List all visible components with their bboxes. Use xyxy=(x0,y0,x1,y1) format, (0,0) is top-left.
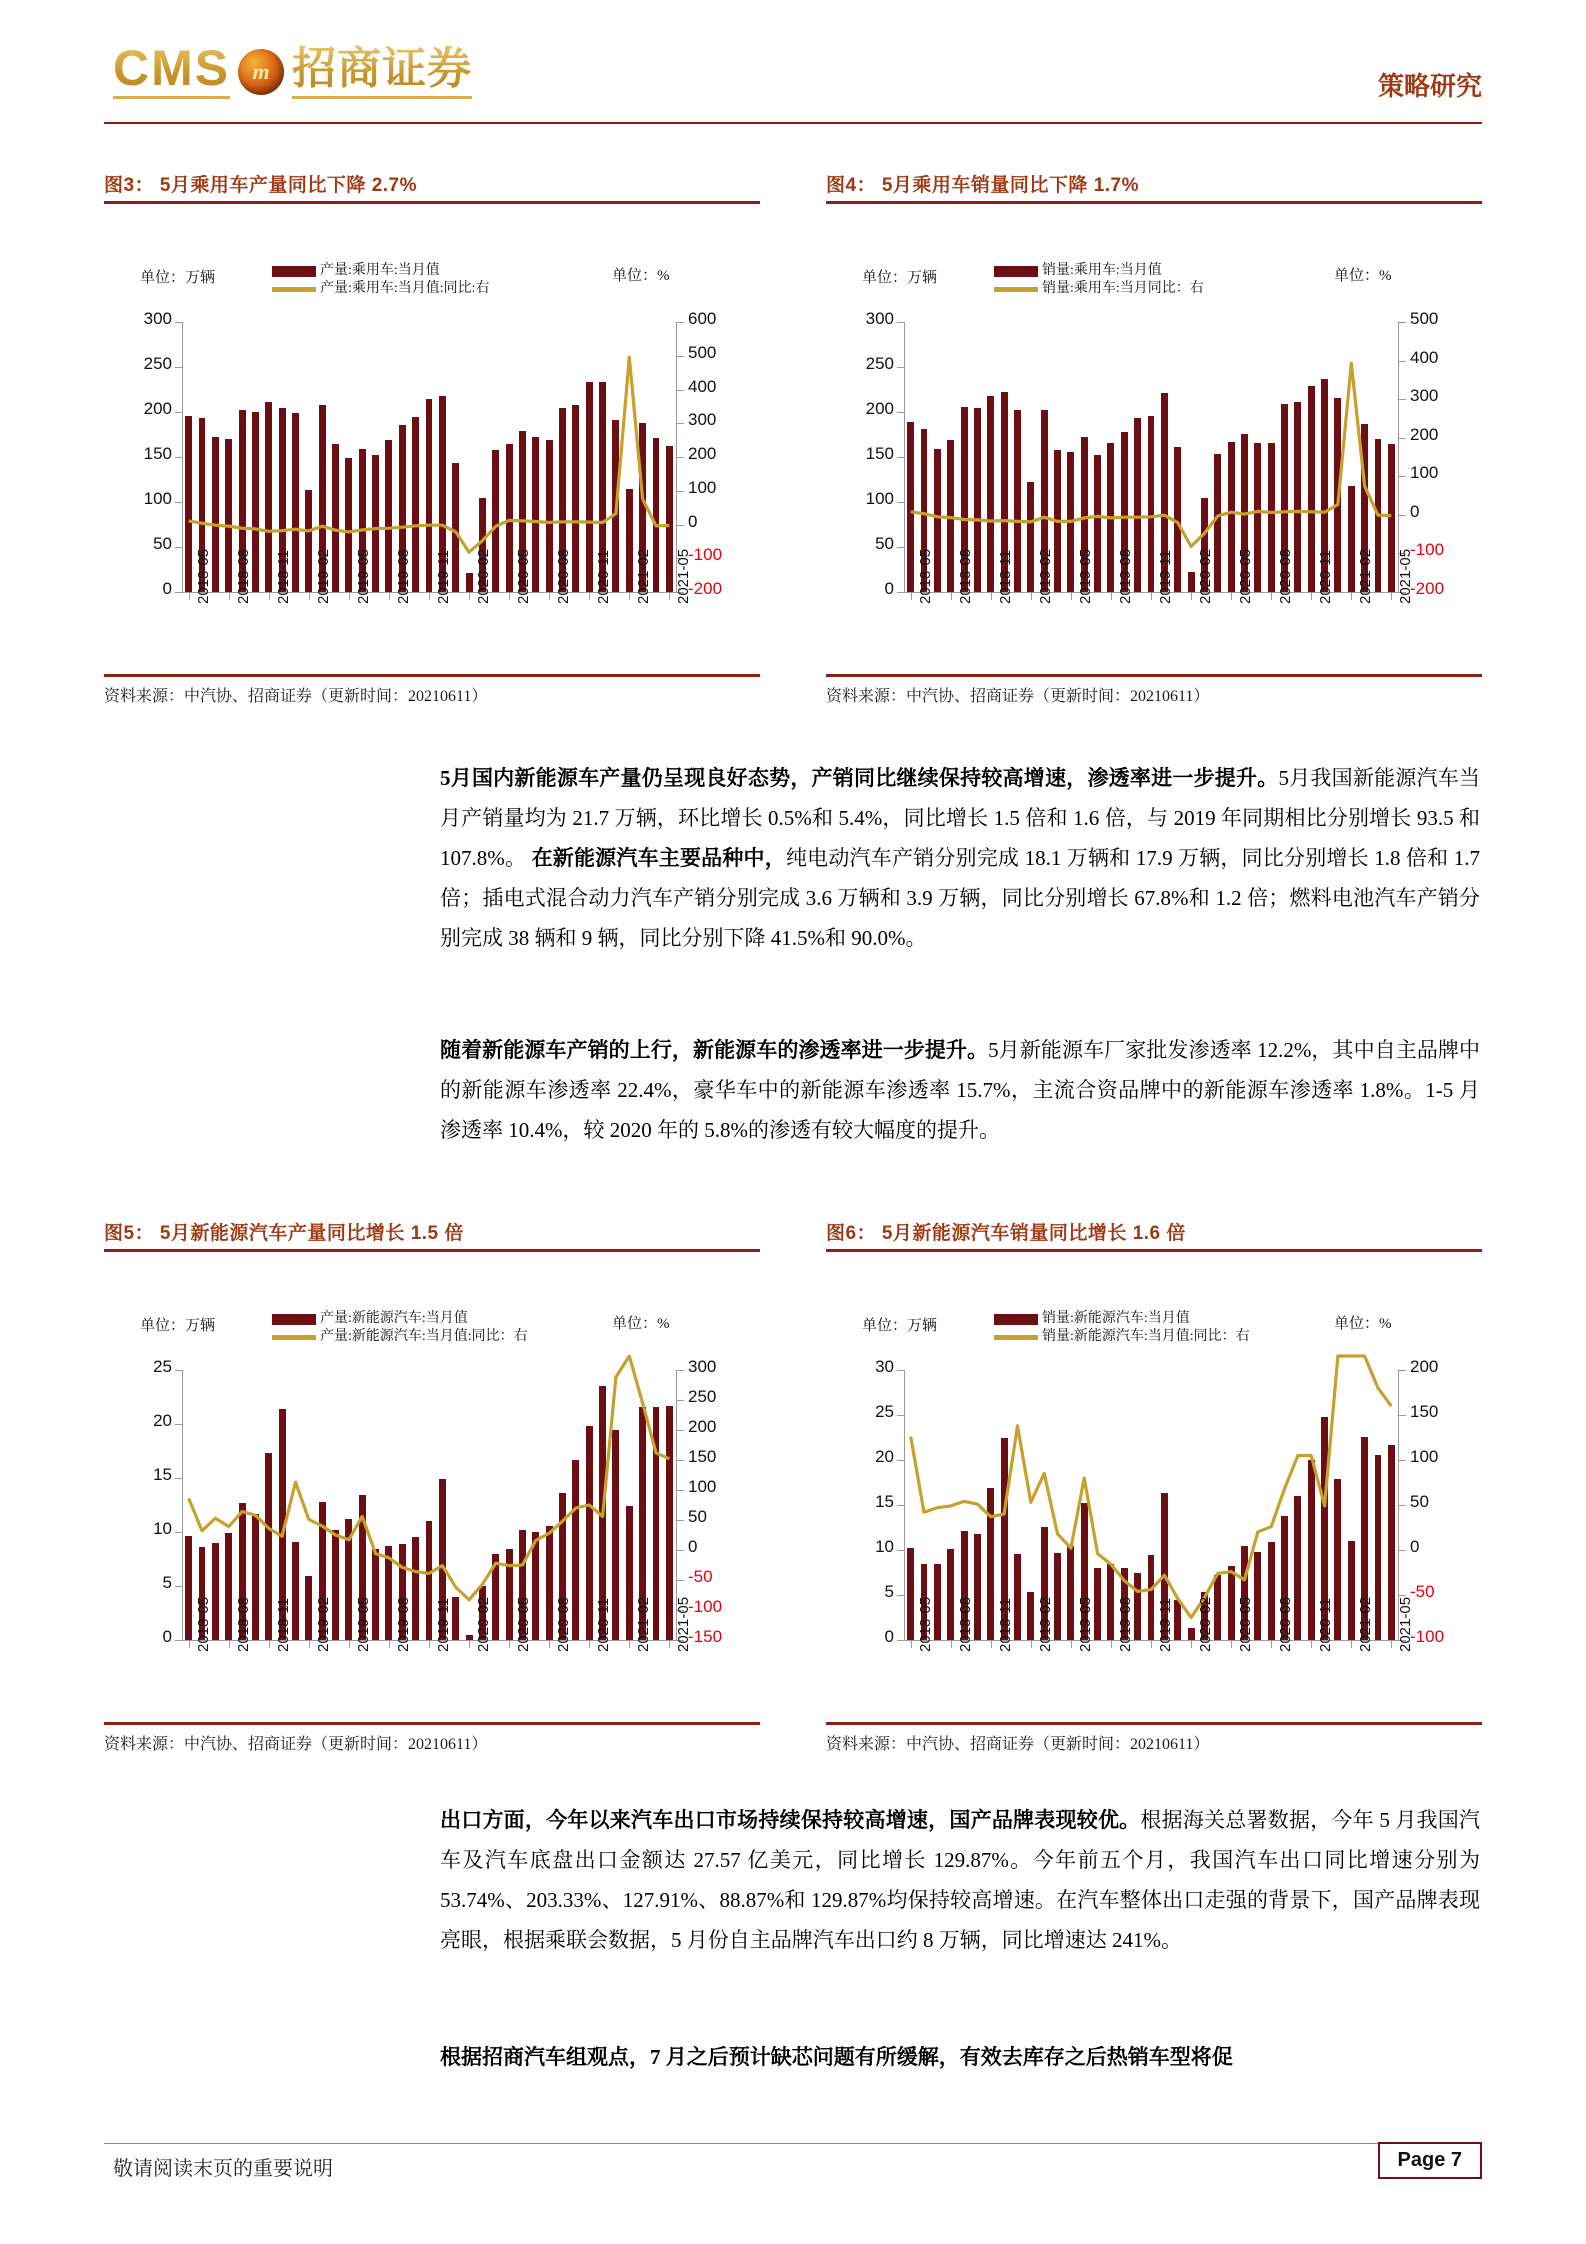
y-tick-label-right: 500 xyxy=(1410,309,1439,328)
figure-4-source: 资料来源：中汽协、招商证券（更新时间：20210611） xyxy=(826,688,1210,705)
legend-label: 产量:新能源汽车:当月值:同比：右 xyxy=(320,1329,528,1344)
y-tick-label-right: 50 xyxy=(1410,1492,1429,1511)
paragraph-new-energy-output xyxy=(440,758,1480,958)
legend-line-swatch xyxy=(272,287,316,292)
x-tick xyxy=(509,593,510,600)
legend-bar-swatch xyxy=(994,266,1038,277)
trend-line xyxy=(189,357,670,552)
y-tick-label-right: 200 xyxy=(688,444,717,463)
unit-label-left: 单位：万辆 xyxy=(140,270,216,286)
x-tick-label: 2020-02 xyxy=(475,1596,493,1652)
x-tick-label: 2019-11 xyxy=(1157,550,1174,604)
y-tick-label-right: 500 xyxy=(688,342,717,362)
legend-entry-bar xyxy=(994,1310,1250,1328)
x-tick-label: 2020-05 xyxy=(1237,548,1255,604)
x-tick-label: 2019-02 xyxy=(314,1596,332,1652)
x-tick xyxy=(349,1641,350,1648)
p1-bold-mid: 在新能源汽车主要品种中， xyxy=(531,846,786,870)
x-tick xyxy=(189,1641,190,1648)
unit-label-right: 单位：% xyxy=(612,1316,670,1332)
y-tick-label-left: 150 xyxy=(143,444,172,463)
y-tick-label-left: 250 xyxy=(865,354,894,373)
y-tick-label-right: -100 xyxy=(688,545,723,565)
legend-line-swatch xyxy=(994,287,1038,292)
p2-bold-lead: 随着新能源车产销的上行，新能源车的渗透率进一步提升。 xyxy=(440,1038,989,1062)
x-tick xyxy=(1271,1641,1272,1648)
figure-4-chart xyxy=(826,204,1482,674)
x-tick-label: 2019-11 xyxy=(435,550,452,604)
y-tick-label-right: 400 xyxy=(1410,347,1439,367)
x-tick-label: 2021-02 xyxy=(635,1596,653,1652)
y-tick-right xyxy=(677,356,684,357)
x-tick xyxy=(1071,593,1072,600)
x-tick xyxy=(1191,1641,1192,1648)
y-tick-label-right: 0 xyxy=(1410,501,1420,521)
figure-5-source: 资料来源：中汽协、招商证券（更新时间：20210611） xyxy=(104,1736,488,1753)
y-tick-right xyxy=(1399,361,1406,362)
paragraph-penetration-rate xyxy=(440,1030,1480,1150)
x-tick xyxy=(429,1641,430,1648)
y-tick-label-right: 100 xyxy=(1410,463,1439,483)
y-tick-label-right: 100 xyxy=(1410,1447,1439,1466)
y-tick-left xyxy=(897,412,904,413)
y-tick-right xyxy=(677,491,684,492)
p2-text-a: 5月新能源车厂家批发渗透率 12.2%，其中自主品牌中的新能源车渗透率 22.4%，豪华车中的新能源车渗透率 15.7%，主流合资品牌中的新能源车渗透率 1.8%。1-5 月渗透率 10.4%，较 2020 年的 5.8%的渗透有较大幅度的提升。 xyxy=(440,1038,1480,1142)
y-tick-left xyxy=(897,457,904,458)
figure-4-title: 图4： 5月乘用车销量同比下降 1.7% xyxy=(826,175,1139,196)
x-tick-label: 2018-08 xyxy=(234,548,252,604)
y-tick-right xyxy=(677,423,684,424)
x-tick xyxy=(951,1641,952,1648)
x-tick xyxy=(309,1641,310,1648)
x-tick-label: 2019-02 xyxy=(314,548,332,604)
y-tick-label-right: 600 xyxy=(688,309,717,328)
legend-label: 产量:乘用车:当月值 xyxy=(320,263,440,278)
y-tick-label-left: 10 xyxy=(153,1519,172,1538)
y-tick-right xyxy=(1399,476,1406,477)
chart-legend xyxy=(994,1310,1250,1346)
y-tick-left xyxy=(175,457,182,458)
y-tick-left xyxy=(897,1460,904,1461)
x-tick-label: 2018-05 xyxy=(916,1596,934,1652)
figure-6-source: 资料来源：中汽协、招商证券（更新时间：20210611） xyxy=(826,1736,1210,1753)
p1-text-b: 纯电动汽车产销分别完成 18.1 万辆和 17.9 万辆，同比分别增长 1.8 倍和 1.7 倍；插电式混合动力汽车产销分别完成 3.6 万辆和 3.9 万辆，同比分别增长 67.8%和 1.2 倍；燃料电池汽车产销分别完成 38 辆和 9 辆，同比分别下降 41.5%和 90.0%。 xyxy=(440,846,1481,950)
y-tick-right xyxy=(677,1550,684,1551)
x-tick-label: 2018-11 xyxy=(274,550,292,604)
p1-bold-lead: 5月国内新能源车产量仍呈现良好态势，产销同比继续保持较高增速，渗透率进一步提升。 xyxy=(440,766,1279,790)
x-tick xyxy=(911,1641,912,1648)
y-tick-label-right: 300 xyxy=(688,1357,717,1376)
y-tick-label-left: 300 xyxy=(865,309,894,328)
x-tick-label: 2019-11 xyxy=(435,1598,452,1652)
x-tick xyxy=(951,593,952,600)
x-tick-label: 2018-11 xyxy=(274,1598,292,1652)
x-tick xyxy=(991,1641,992,1648)
y-tick-left xyxy=(175,1532,182,1533)
y-tick-left xyxy=(175,547,182,548)
legend-line-swatch xyxy=(994,1335,1038,1340)
y-tick-left xyxy=(175,322,182,323)
x-tick-label: 2021-05 xyxy=(1397,548,1415,604)
y-tick-right xyxy=(677,1430,684,1431)
y-tick-left xyxy=(175,1424,182,1425)
y-tick-label-left: 100 xyxy=(143,489,172,508)
logo-ball-icon: m xyxy=(238,49,284,95)
figure-6-chart xyxy=(826,1252,1482,1722)
x-tick-label: 2020-02 xyxy=(475,548,493,604)
x-tick-label: 2019-02 xyxy=(1036,1596,1054,1652)
figure-4 xyxy=(826,170,1482,706)
x-tick xyxy=(669,1641,670,1648)
chart-legend xyxy=(272,262,490,298)
logo-chinese-text: 招商证券 xyxy=(292,44,472,99)
y-tick-label-left: 0 xyxy=(884,579,894,598)
y-tick-label-left: 250 xyxy=(143,354,172,373)
page-header xyxy=(0,0,1586,130)
legend-entry-bar xyxy=(272,262,490,280)
x-tick xyxy=(629,593,630,600)
legend-bar-swatch xyxy=(994,1314,1038,1325)
x-tick xyxy=(911,593,912,600)
y-tick-label-left: 0 xyxy=(884,1627,894,1646)
x-tick xyxy=(1391,1641,1392,1648)
x-tick-label: 2018-08 xyxy=(956,1596,974,1652)
x-tick-label: 2019-08 xyxy=(1116,548,1134,604)
legend-bar-swatch xyxy=(272,266,316,277)
x-tick xyxy=(389,593,390,600)
y-tick-right xyxy=(677,525,684,526)
x-tick xyxy=(309,593,310,600)
figure-3-chart xyxy=(104,204,760,674)
x-tick xyxy=(1111,593,1112,600)
figure-3-title: 图3： 5月乘用车产量同比下降 2.7% xyxy=(104,175,417,196)
y-tick-left xyxy=(897,322,904,323)
x-tick xyxy=(469,1641,470,1648)
figure-6 xyxy=(826,1218,1482,1754)
x-tick xyxy=(1311,1641,1312,1648)
y-tick-label-right: 150 xyxy=(688,1447,717,1466)
y-tick-label-right: 50 xyxy=(688,1507,707,1526)
y-tick-left xyxy=(897,547,904,548)
paragraph-chip-shortage xyxy=(440,2037,1480,2077)
y-tick-label-right: 250 xyxy=(688,1387,717,1406)
y-tick-right xyxy=(677,457,684,458)
y-tick-label-right: 0 xyxy=(1410,1537,1420,1556)
figure-6-title: 图6： 5月新能源汽车销量同比增长 1.6 倍 xyxy=(826,1223,1186,1244)
y-tick-left xyxy=(175,1370,182,1371)
x-tick xyxy=(669,593,670,600)
y-tick-label-left: 15 xyxy=(153,1465,172,1484)
y-tick-label-left: 50 xyxy=(875,534,894,553)
x-tick xyxy=(509,1641,510,1648)
y-tick-label-left: 20 xyxy=(153,1411,172,1430)
y-tick-right xyxy=(677,1490,684,1491)
x-tick xyxy=(549,1641,550,1648)
y-tick-label-left: 150 xyxy=(865,444,894,463)
x-tick-label: 2018-11 xyxy=(996,1598,1014,1652)
figure-5-chart xyxy=(104,1252,760,1722)
y-tick-left xyxy=(175,1478,182,1479)
y-tick-left xyxy=(175,1640,182,1641)
x-tick xyxy=(1231,1641,1232,1648)
x-tick-label: 2019-11 xyxy=(1157,1598,1174,1652)
y-tick-left xyxy=(175,1586,182,1587)
y-tick-label-left: 0 xyxy=(162,1627,172,1646)
x-tick-label: 2018-08 xyxy=(234,1596,252,1652)
y-tick-label-right: 0 xyxy=(688,511,698,531)
y-tick-right xyxy=(677,1460,684,1461)
y-tick-label-left: 20 xyxy=(875,1447,894,1466)
x-tick-label: 2020-11 xyxy=(595,1598,613,1652)
y-tick-label-left: 200 xyxy=(143,399,172,418)
y-tick-label-right: -200 xyxy=(688,579,723,598)
y-tick-right xyxy=(1399,1460,1406,1461)
x-tick-label: 2020-11 xyxy=(1317,550,1335,604)
y-tick-right xyxy=(677,1520,684,1521)
y-tick-label-right: -50 xyxy=(688,1567,713,1586)
x-tick-label: 2019-08 xyxy=(394,548,412,604)
y-tick-right xyxy=(1399,1550,1406,1551)
x-tick xyxy=(1271,593,1272,600)
footer-divider xyxy=(104,2143,1482,2144)
legend-label: 产量:新能源汽车:当月值 xyxy=(320,1311,468,1326)
y-tick-left xyxy=(175,592,182,593)
x-tick-label: 2020-11 xyxy=(1317,1598,1335,1652)
unit-label-left: 单位：万辆 xyxy=(140,1318,216,1334)
x-tick-label: 2019-08 xyxy=(1116,1596,1134,1652)
unit-label-right: 单位：% xyxy=(1334,268,1392,284)
trend-line xyxy=(911,1356,1392,1618)
y-tick-left xyxy=(897,1640,904,1641)
y-tick-label-right: -100 xyxy=(1410,540,1445,560)
x-tick xyxy=(1391,593,1392,600)
legend-label: 销量:新能源汽车:当月值:同比：右 xyxy=(1042,1329,1250,1344)
legend-label: 销量:乘用车:当月值 xyxy=(1042,263,1162,278)
x-tick-label: 2020-05 xyxy=(515,1596,533,1652)
y-tick-right xyxy=(677,1580,684,1581)
x-tick-label: 2020-11 xyxy=(595,550,613,604)
y-tick-right xyxy=(1399,515,1406,516)
y-tick-label-left: 50 xyxy=(153,534,172,553)
x-tick xyxy=(229,593,230,600)
unit-label-right: 单位：% xyxy=(1334,1316,1392,1332)
x-tick xyxy=(189,593,190,600)
p4-bold-lead: 根据招商汽车组观点，7 月之后预计缺芯问题有所缓解，有效去库存之后热销车型将促 xyxy=(440,2045,1233,2069)
y-tick-right xyxy=(677,390,684,391)
legend-line-swatch xyxy=(272,1335,316,1340)
y-tick-label-right: 200 xyxy=(1410,424,1439,444)
x-tick xyxy=(991,593,992,600)
y-tick-label-left: 300 xyxy=(143,309,172,328)
legend-entry-line xyxy=(994,280,1204,298)
y-tick-right xyxy=(1399,1415,1406,1416)
y-tick-label-right: 150 xyxy=(1410,1402,1439,1421)
y-tick-label-right: 100 xyxy=(688,1477,717,1496)
y-tick-left xyxy=(175,367,182,368)
y-tick-label-right: 200 xyxy=(688,1417,717,1436)
x-tick xyxy=(1191,593,1192,600)
x-tick-label: 2018-08 xyxy=(956,548,974,604)
trend-line xyxy=(911,363,1392,546)
legend-entry-line xyxy=(272,1328,528,1346)
logo-latin-text: CMS xyxy=(113,42,230,99)
x-tick xyxy=(389,1641,390,1648)
y-tick-left xyxy=(175,412,182,413)
footer-note: 敬请阅读末页的重要说明 xyxy=(113,2158,333,2180)
unit-label-left: 单位：万辆 xyxy=(862,1318,938,1334)
y-tick-label-right: 100 xyxy=(688,477,717,497)
legend-label: 销量:乘用车:当月同比：右 xyxy=(1042,281,1204,296)
x-tick-label: 2018-05 xyxy=(916,548,934,604)
x-tick-label: 2020-05 xyxy=(1237,1596,1255,1652)
x-tick-label: 2018-05 xyxy=(194,1596,212,1652)
p1-text-a: 5月我国新能源汽车当月产销量均为 21.7 万辆，环比增长 0.5%和 5.4%，同比增长 1.5 倍和 1.6 倍，与 2019 年同期相比分别增长 93.5 和 107.8%。 xyxy=(440,766,1481,870)
x-tick-label: 2021-02 xyxy=(1357,1596,1375,1652)
x-tick xyxy=(1231,593,1232,600)
chart-legend xyxy=(994,262,1204,298)
x-tick xyxy=(229,1641,230,1648)
y-tick-label-left: 15 xyxy=(875,1492,894,1511)
y-tick-label-left: 5 xyxy=(884,1582,894,1601)
y-tick-right xyxy=(1399,399,1406,400)
y-tick-right xyxy=(1399,1595,1406,1596)
x-tick-label: 2021-05 xyxy=(675,1596,693,1652)
y-tick-label-right: 0 xyxy=(688,1537,698,1556)
x-tick xyxy=(469,593,470,600)
x-tick-label: 2019-05 xyxy=(354,548,372,604)
legend-bar-swatch xyxy=(272,1314,316,1325)
x-tick xyxy=(1151,1641,1152,1648)
x-tick-label: 2020-08 xyxy=(555,1596,573,1652)
x-tick-label: 2019-05 xyxy=(354,1596,372,1652)
y-tick-label-left: 10 xyxy=(875,1537,894,1556)
x-tick xyxy=(1031,593,1032,600)
x-tick-label: 2018-05 xyxy=(194,548,212,604)
y-tick-label-right: -50 xyxy=(1410,1582,1435,1601)
figure-3-source: 资料来源：中汽协、招商证券（更新时间：20210611） xyxy=(104,688,488,705)
y-tick-right xyxy=(1399,438,1406,439)
header-section-label: 策略研究 xyxy=(1377,72,1482,101)
x-tick-label: 2018-11 xyxy=(996,550,1014,604)
x-tick-label: 2019-08 xyxy=(394,1596,412,1652)
figure-5 xyxy=(104,1218,760,1754)
y-tick-label-left: 30 xyxy=(875,1357,894,1376)
x-tick xyxy=(1111,1641,1112,1648)
y-tick-right xyxy=(677,1370,684,1371)
x-tick-label: 2021-02 xyxy=(635,548,653,604)
legend-label: 产量:乘用车:当月值:同比:右 xyxy=(320,281,490,296)
y-tick-label-right: -200 xyxy=(1410,579,1445,598)
y-tick-label-right: 300 xyxy=(1410,386,1439,406)
x-tick-label: 2021-02 xyxy=(1357,548,1375,604)
p3-bold-lead: 出口方面，今年以来汽车出口市场持续保持较高增速，国产品牌表现较优。 xyxy=(440,1808,1141,1832)
x-tick xyxy=(1031,1641,1032,1648)
x-tick xyxy=(429,593,430,600)
figure-5-title: 图5： 5月新能源汽车产量同比增长 1.5 倍 xyxy=(104,1223,464,1244)
y-tick-label-right: -100 xyxy=(688,1597,723,1616)
y-tick-left xyxy=(897,367,904,368)
x-tick-label: 2019-05 xyxy=(1076,1596,1094,1652)
y-tick-label-right: -150 xyxy=(688,1627,723,1646)
legend-label: 销量:新能源汽车:当月值 xyxy=(1042,1311,1190,1326)
x-tick xyxy=(269,1641,270,1648)
y-tick-left xyxy=(897,1505,904,1506)
p3-text-a: 根据海关总署数据，今年 5 月我国汽车及汽车底盘出口金额达 27.57 亿美元，同比增长 129.87%。今年前五个月，我国汽车出口同比增速分别为 53.74%、203.33%、127.91%、88.87%和 129.87%均保持较高增速。在汽车整体出口走强的背景下，国产品牌表现亮眼，根据乘联会数据，5 月份自主品牌汽车出口约 8 万辆，同比增速达 241%。 xyxy=(440,1808,1480,1952)
x-tick xyxy=(269,593,270,600)
x-tick xyxy=(1311,593,1312,600)
x-tick xyxy=(1151,593,1152,600)
chart-legend xyxy=(272,1310,528,1346)
y-tick-left xyxy=(897,1415,904,1416)
y-tick-left xyxy=(897,502,904,503)
y-tick-right xyxy=(677,1400,684,1401)
y-tick-right xyxy=(1399,1505,1406,1506)
x-tick xyxy=(629,1641,630,1648)
page-number-badge: Page 7 xyxy=(1378,2142,1482,2179)
x-tick-label: 2020-02 xyxy=(1197,1596,1215,1652)
x-tick-label: 2019-05 xyxy=(1076,548,1094,604)
y-tick-left xyxy=(897,1550,904,1551)
y-tick-label-right: 300 xyxy=(688,410,717,430)
x-tick-label: 2020-08 xyxy=(1277,1596,1295,1652)
cms-logo xyxy=(113,42,472,99)
legend-entry-line xyxy=(272,280,490,298)
x-tick-label: 2021-05 xyxy=(675,548,693,604)
x-tick xyxy=(589,1641,590,1648)
x-tick xyxy=(1351,593,1352,600)
x-tick-label: 2020-02 xyxy=(1197,548,1215,604)
y-tick-label-right: -100 xyxy=(1410,1627,1445,1646)
y-tick-label-right: 200 xyxy=(1410,1357,1439,1376)
trend-line xyxy=(189,1356,670,1600)
x-tick xyxy=(1071,1641,1072,1648)
y-tick-label-left: 25 xyxy=(153,1357,172,1376)
y-tick-left xyxy=(175,502,182,503)
y-tick-left xyxy=(897,1370,904,1371)
y-tick-label-left: 100 xyxy=(865,489,894,508)
y-tick-label-right: 400 xyxy=(688,376,717,396)
y-tick-left xyxy=(897,592,904,593)
figure-3 xyxy=(104,170,760,706)
x-tick xyxy=(589,593,590,600)
y-tick-right xyxy=(677,322,684,323)
y-tick-label-left: 5 xyxy=(162,1573,172,1592)
x-tick xyxy=(1351,1641,1352,1648)
y-tick-right xyxy=(1399,1370,1406,1371)
y-tick-right xyxy=(1399,322,1406,323)
x-tick-label: 2021-05 xyxy=(1397,1596,1415,1652)
x-tick xyxy=(349,593,350,600)
x-tick-label: 2020-05 xyxy=(515,548,533,604)
x-tick-label: 2019-02 xyxy=(1036,548,1054,604)
y-tick-label-left: 200 xyxy=(865,399,894,418)
legend-entry-line xyxy=(994,1328,1250,1346)
legend-entry-bar xyxy=(272,1310,528,1328)
y-tick-left xyxy=(897,1595,904,1596)
x-tick-label: 2020-08 xyxy=(1277,548,1295,604)
y-tick-label-left: 0 xyxy=(162,579,172,598)
paragraph-exports xyxy=(440,1800,1480,1960)
y-tick-label-left: 25 xyxy=(875,1402,894,1421)
unit-label-left: 单位：万辆 xyxy=(862,270,938,286)
x-tick xyxy=(549,593,550,600)
header-divider xyxy=(104,122,1482,124)
legend-entry-bar xyxy=(994,262,1204,280)
unit-label-right: 单位：% xyxy=(612,268,670,284)
x-tick-label: 2020-08 xyxy=(555,548,573,604)
